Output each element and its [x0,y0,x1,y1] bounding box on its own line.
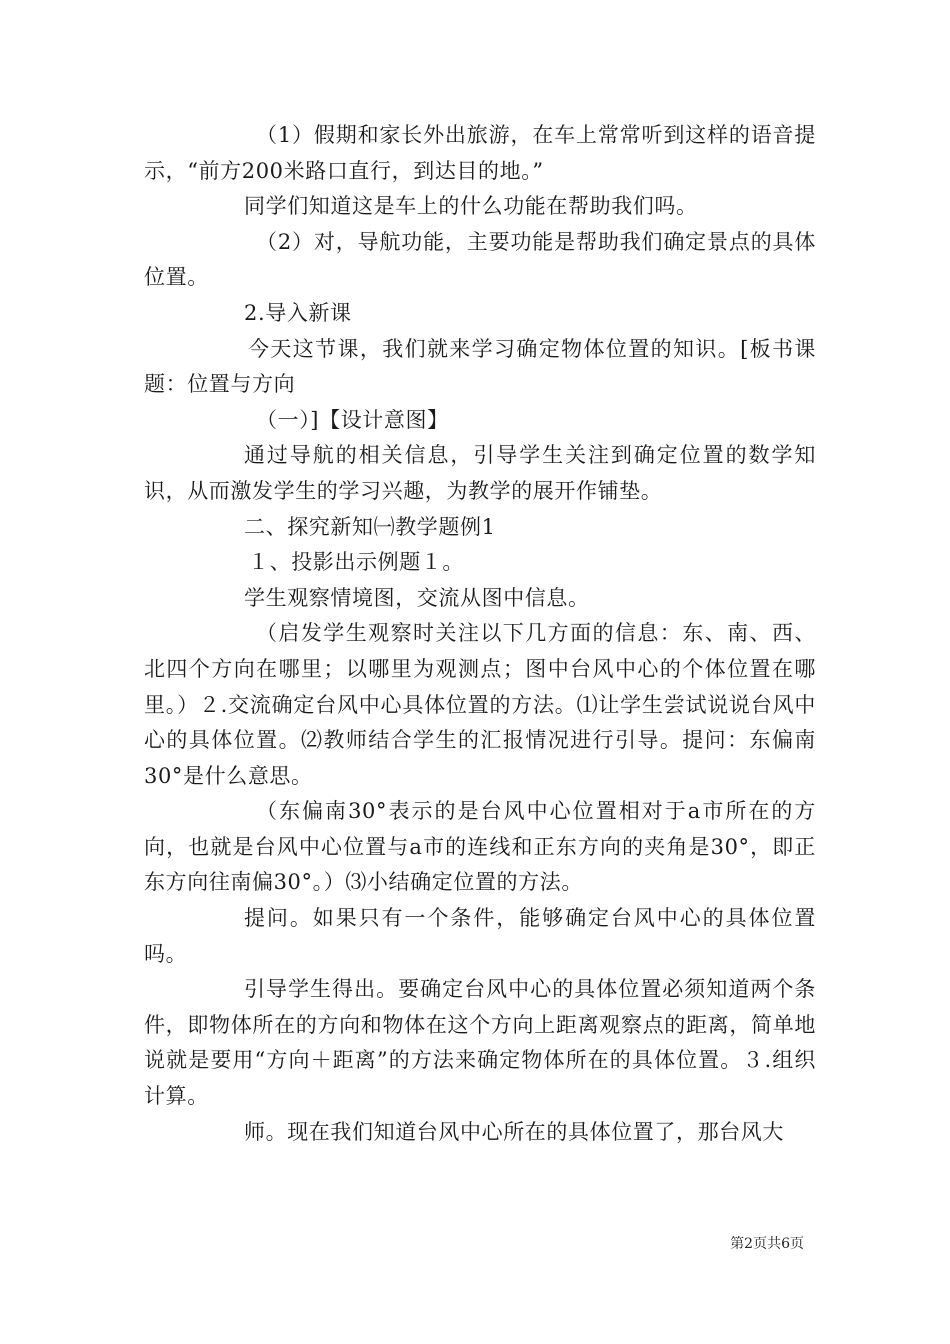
paragraph: （启发学生观察时关注以下几方面的信息：东、南、西、北四个方向在哪里；以哪里为观测点；图中台风中心的个体位置在哪里。）２.交流确定台风中心具体位置的方法。⑴让学生尝试说说台风中心的具体位置。⑵教师结合学生的汇报情况进行引导。提问：东偏南30°是什么意思。 [144,621,816,788]
paragraph: （1）假期和家长外出旅游，在车上常常听到这样的语音提示，“前方200米路口直行，到达目的地。” [144,123,816,183]
paragraph: 今天这节课，我们就来学习确定物体位置的知识。[板书课题：位置与方向 [144,336,816,397]
paragraph: 引导学生得出。要确定台风中心的具体位置必须知道两个条件，即物体所在的方向和物体在这个方向上距离观察点的距离，简单地说就是要用“方向＋距离”的方法来确定物体所在的具体位置。３.组织计算。 [144,977,816,1109]
paragraph: 同学们知道这是车上的什么功能在帮助我们吗。 [244,194,698,219]
paragraph: 通过导航的相关信息，引导学生关注到确定位置的数学知识，从而激发学生的学习兴趣，为教学的展开作铺垫。 [144,443,816,503]
paragraph: （一）]【设计意图】 [256,407,449,432]
paragraph: １、投影出示例题１。 [248,550,464,575]
section-heading: 二、探究新知㈠教学题例1 [244,514,496,539]
paragraph: （东偏南30°表示的是台风中心位置相对于a市所在的方向，也就是台风中心位置与a市的连线和正东方向的夹角是30°，即正东方向往南偏30°。）⑶小结确定位置的方法。 [144,799,816,895]
paragraph: 学生观察情境图，交流从图中信息。 [244,585,590,610]
paragraph: 师。现在我们知道台风中心所在的具体位置了，那台风大 [244,1119,784,1144]
body-text [144,118,816,1150]
paragraph: （2）对，导航功能，主要功能是帮助我们确定景点的具体位置。 [144,229,816,290]
page-number-footer: 第2页共6页 [730,1236,804,1252]
paragraph: 提问。如果只有一个条件，能够确定台风中心的具体位置吗。 [144,906,816,966]
section-heading: 2.导入新课 [244,300,352,325]
